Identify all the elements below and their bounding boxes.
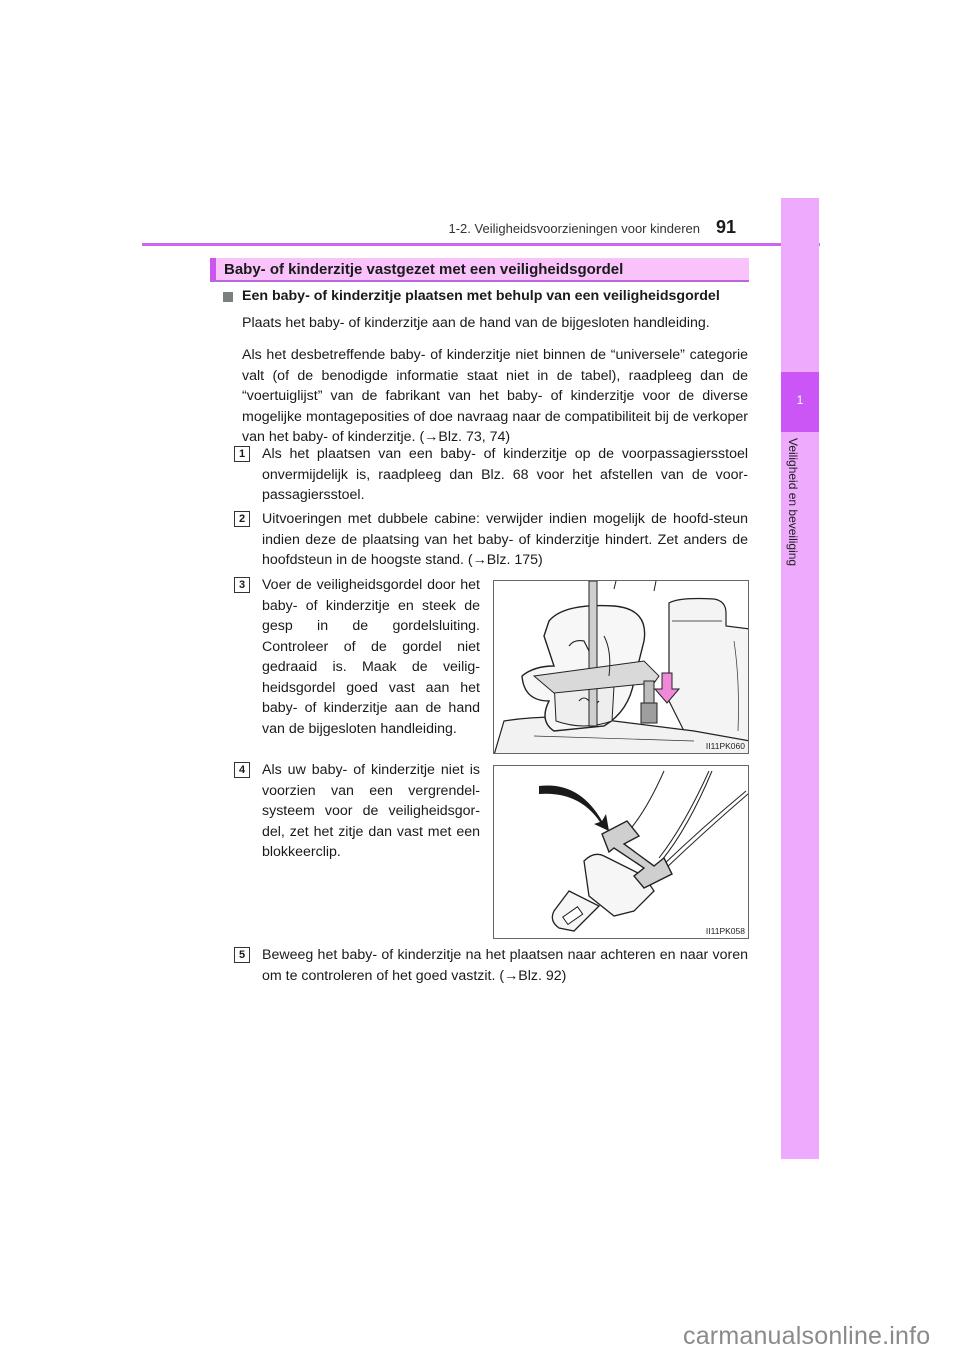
- chapter-side-tab: [781, 198, 819, 1159]
- running-header-title: 1-2. Veiligheidsvoorzieningen voor kinderen: [448, 221, 700, 236]
- step-number-badge: 2: [234, 511, 250, 527]
- section-heading: [210, 258, 749, 282]
- step-number-badge: 3: [234, 577, 250, 593]
- step-text-3: Voer de veiligheidsgordel door het baby- of kinderzitje en steek de gesp in de gordelsluiting. Controleer of de gordel niet gedraaid is. Maak de veilig-heidsgordel goed vast aan het baby- of kinderzitje aan de hand van de bijgesloten handleiding.: [262, 577, 480, 737]
- step-number-badge: 5: [234, 947, 250, 963]
- intro-paragraph-2: Als het desbetreffende baby- of kinderzitje niet binnen de “universele” categorie valt (of de benodigde informatie staat niet in de tabel), raadpleeg dan de “voertuiglijst” van de fabrikant van het baby- of kinderzitje voor de diverse mogelijke montageposities of doe navraag naar de compatibiliteit bij de verkoper van het baby- of kinderzitje. (→Blz. 73, 74): [242, 347, 748, 445]
- locking-clip-illustration: [494, 766, 749, 939]
- header-divider: [142, 243, 820, 246]
- chapter-label: Veiligheid en beveiliging: [786, 438, 800, 567]
- step-text-5: Beweeg het baby- of kinderzitje na het plaatsen naar achteren en naar voren om te controleren of het goed vastzit. (→Blz. 92): [262, 947, 748, 984]
- figure-code: II11PK058: [705, 926, 745, 936]
- child-seat-illustration: [494, 581, 749, 754]
- step-number-badge: 1: [234, 446, 250, 462]
- chapter-number: 1: [796, 393, 804, 407]
- figure-locking-clip: [493, 765, 749, 939]
- figure-code: II11PK060: [705, 741, 745, 751]
- watermark: carmanualsonline.info: [683, 1322, 931, 1350]
- step-text-1: Als het plaatsen van een baby- of kinderzitje op de voorpassagiersstoel onvermijdelijk is, raadpleeg dan Blz. 68 voor het afstellen van de voor-passagiersstoel.: [262, 446, 748, 503]
- figure-child-seat-belt: [493, 580, 749, 754]
- step-text-4: Als uw baby- of kinderzitje niet is voorzien van een vergrendel-systeem voor de veiligheidsgor-del, zet het zitje dan vast met een blokkeerclip.: [262, 762, 480, 860]
- section-heading-text: Baby- of kinderzitje vastgezet met een veiligheidsgordel: [224, 261, 624, 278]
- section-heading-bar: [210, 258, 216, 280]
- step-text-2: Uitvoeringen met dubbele cabine: verwijder indien mogelijk de hoofd-steun indien deze de plaatsing van het baby- of kinderzitje hindert. Zet anders de hoofdsteun in de hoogste stand. (→Blz. 175): [262, 511, 748, 568]
- subheading: Een baby- of kinderzitje plaatsen met behulp van een veiligheidsgordel: [242, 288, 720, 304]
- intro-paragraph-1: Plaats het baby- of kinderzitje aan de hand van de bijgesloten handleiding.: [242, 315, 710, 331]
- step-number-badge: 4: [234, 762, 250, 778]
- square-bullet-icon: [223, 292, 233, 302]
- page-number: 91: [716, 217, 737, 237]
